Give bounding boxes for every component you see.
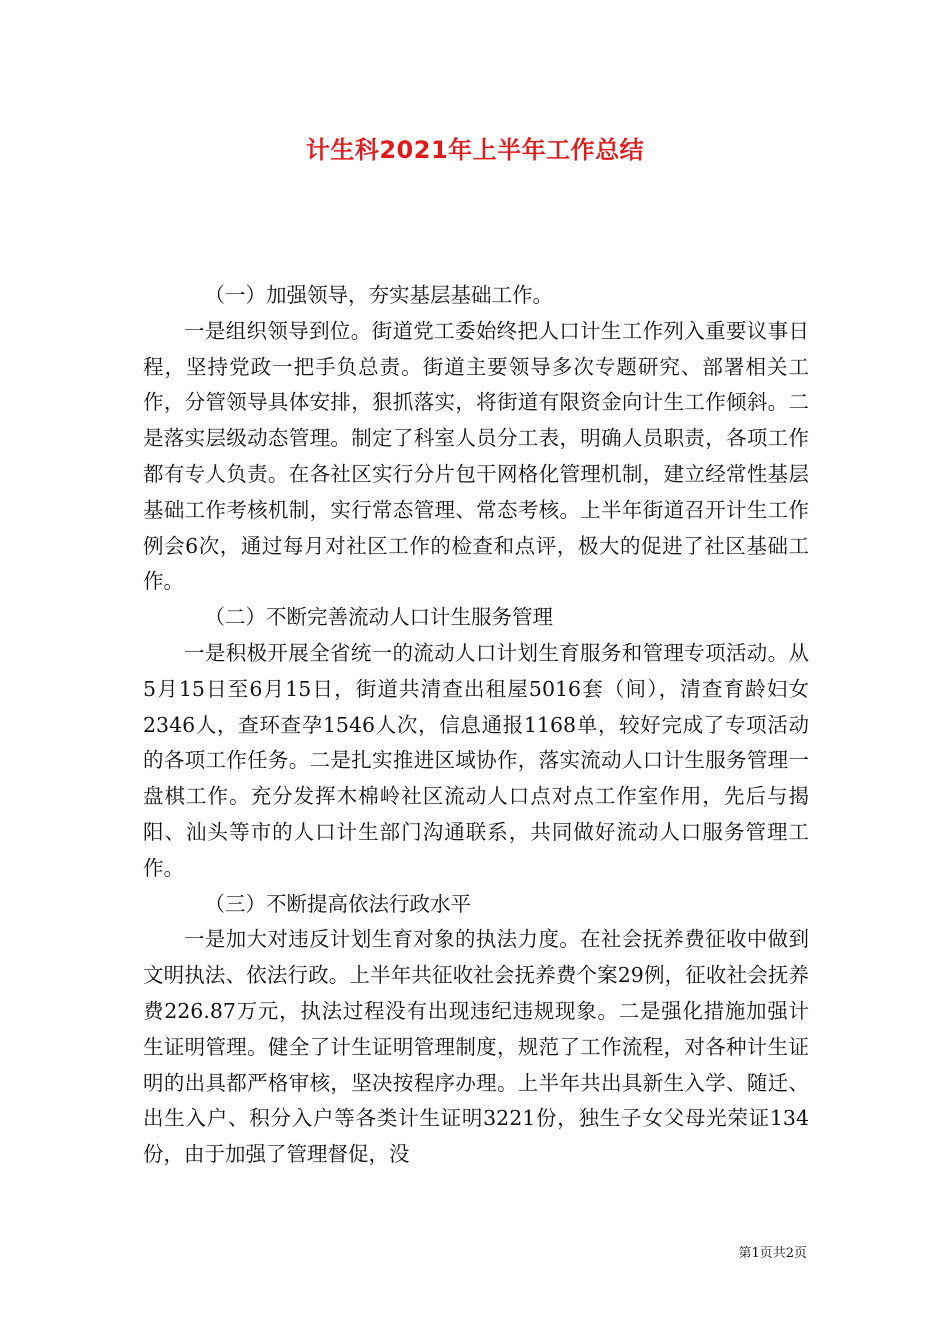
document-body xyxy=(143,278,809,1173)
section-heading-3: （三）不断提高依法行政水平 xyxy=(204,891,471,916)
paragraph: 一是加大对违反计划生育对象的执法力度。在社会抚养费征收中做到文明执法、依法行政。上半年共征收社会抚养费个案29例，征收社会抚养费226.87万元，执法过程没有出现违纪违规现象。二是强化措施加强计生证明管理。健全了计生证明管理制度，规范了工作流程，对各种计生证明的出具都严格审核，坚决按程序办理。上半年共出具新生入学、随迁、出生入户、积分入户等各类计生证明3221份，独生子女父母光荣证134份，由于加强了管理督促，没 xyxy=(143,927,809,1167)
document-title: 计生科2021年上半年工作总结 xyxy=(305,136,645,164)
section-heading-2: （二）不断完善流动人口计生服务管理 xyxy=(204,605,553,630)
page-number: 第1页共2页 xyxy=(738,1246,807,1261)
section-heading-1: （一）加强领导，夯实基层基础工作。 xyxy=(204,283,553,307)
paragraph: 一是组织领导到位。街道党工委始终把人口计生工作列入重要议事日程，坚持党政一把手负总责。街道主要领导多次专题研究、部署相关工作，分管领导具体安排，狠抓落实，将街道有限资金向计生工作倾斜。二是落实层级动态管理。制定了科室人员分工表，明确人员职责，各项工作都有专人负责。在各社区实行分片包干网格化管理机制，建立经常性基层基础工作考核机制，实行常态管理、常态考核。上半年街道召开计生工作例会6次，通过每月对社区工作的检查和点评，极大的促进了社区基础工作。 xyxy=(143,318,809,594)
paragraph: 一是积极开展全省统一的流动人口计划生育服务和管理专项活动。从5月15日至6月15日，街道共清查出租屋5016套（间），清查育龄妇女2346人，查环查孕1546人次，信息通报1168单，较好完成了专项活动的各项工作任务。二是扎实推进区域协作，落实流动人口计生服务管理一盘棋工作。充分发挥木棉岭社区流动人口点对点工作室作用，先后与揭阳、汕头等市的人口计生部门沟通联系，共同做好流动人口服务管理工作。 xyxy=(143,640,809,880)
